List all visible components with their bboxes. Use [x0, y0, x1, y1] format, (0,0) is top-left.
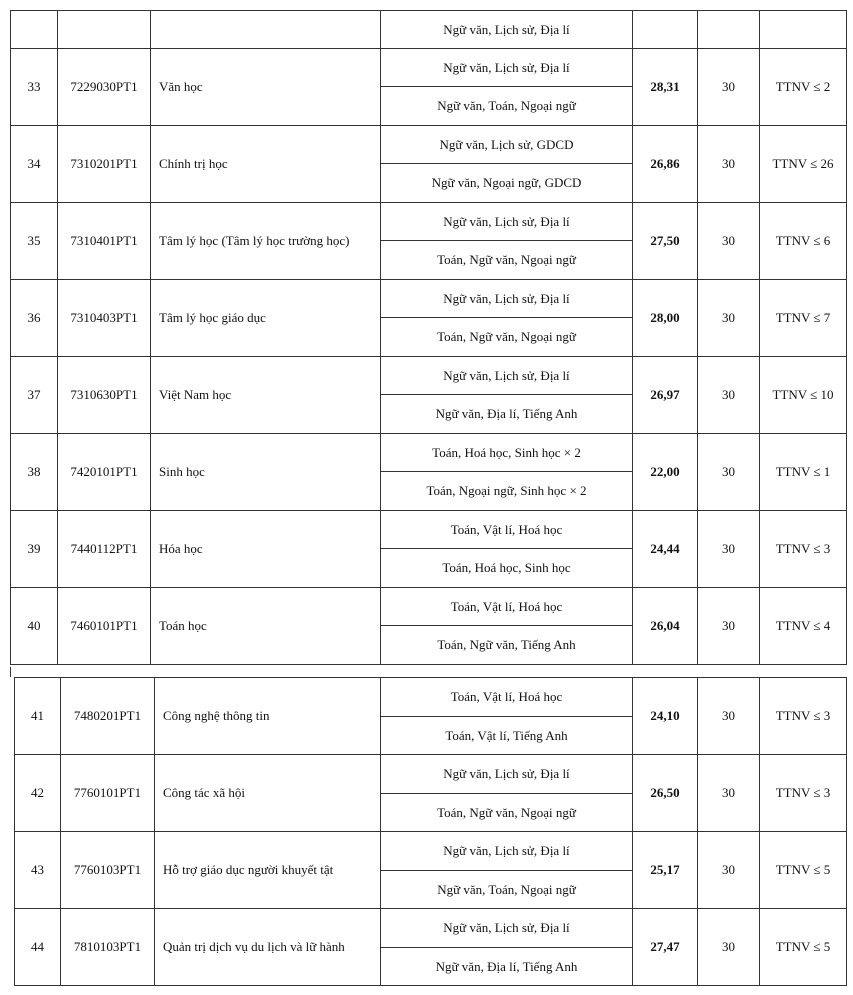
- score-cell: 24,10: [633, 678, 698, 755]
- name-cell: Quản trị dịch vụ du lịch và lữ hành: [155, 909, 381, 986]
- subject-cell: Toán, Hoá học, Sinh học × 2: [381, 434, 633, 472]
- subject-cell: Ngữ văn, Lịch sử, Địa lí: [381, 49, 633, 87]
- subject-cell: Ngữ văn, Lịch sử, Địa lí: [381, 909, 633, 948]
- stt-cell: 35: [11, 203, 58, 280]
- score-cell: 26,86: [633, 126, 698, 203]
- score-cell: 26,97: [633, 357, 698, 434]
- subject-cell: Ngữ văn, Lịch sử, Địa lí: [381, 203, 633, 241]
- subject-cell: Ngữ văn, Toán, Ngoại ngữ: [381, 87, 633, 126]
- name-cell: Sinh học: [151, 434, 381, 511]
- subject-cell: Toán, Ngữ văn, Ngoại ngữ: [381, 318, 633, 357]
- table-row: [11, 511, 847, 549]
- quota-cell: 30: [698, 588, 760, 665]
- ttnv-cell: TTNV ≤ 3: [760, 755, 847, 832]
- ttnv-cell: TTNV ≤ 3: [760, 511, 847, 588]
- name-cell: Tâm lý học (Tâm lý học trường học): [151, 203, 381, 280]
- stt-cell: 43: [15, 832, 61, 909]
- subject-cell: Ngữ văn, Địa lí, Tiếng Anh: [381, 395, 633, 434]
- quota-cell: 30: [698, 434, 760, 511]
- quota-cell: 30: [698, 126, 760, 203]
- code-cell: 7460101PT1: [58, 588, 151, 665]
- table-row: [11, 434, 847, 472]
- stt-cell: 39: [11, 511, 58, 588]
- name-cell: [151, 11, 381, 49]
- subject-cell: Toán, Ngữ văn, Tiếng Anh: [381, 626, 633, 665]
- ttnv-cell: TTNV ≤ 1: [760, 434, 847, 511]
- stt-cell: 37: [11, 357, 58, 434]
- table-row: [15, 909, 847, 948]
- ttnv-cell: TTNV ≤ 3: [760, 678, 847, 755]
- stt-cell: 44: [15, 909, 61, 986]
- ttnv-cell: TTNV ≤ 4: [760, 588, 847, 665]
- name-cell: Hóa học: [151, 511, 381, 588]
- quota-cell: [698, 11, 760, 49]
- subject-cell: Toán, Vật lí, Hoá học: [381, 511, 633, 549]
- table-row: [11, 280, 847, 318]
- ttnv-cell: TTNV ≤ 5: [760, 909, 847, 986]
- subject-cell: Toán, Ngữ văn, Ngoại ngữ: [381, 241, 633, 280]
- quota-cell: 30: [698, 909, 760, 986]
- ttnv-cell: TTNV ≤ 7: [760, 280, 847, 357]
- subject-cell: Ngữ văn, Lịch sử, Địa lí: [381, 357, 633, 395]
- subject-cell: Ngữ văn, Lịch sử, Địa lí: [381, 832, 633, 871]
- subject-cell: Ngữ văn, Lịch sử, Địa lí: [381, 755, 633, 794]
- table-row: [15, 832, 847, 871]
- code-cell: 7420101PT1: [58, 434, 151, 511]
- score-cell: 27,47: [633, 909, 698, 986]
- name-cell: Toán học: [151, 588, 381, 665]
- table-row: [11, 203, 847, 241]
- code-cell: 7760101PT1: [61, 755, 155, 832]
- code-cell: 7810103PT1: [61, 909, 155, 986]
- stt-cell: 38: [11, 434, 58, 511]
- subject-cell: Ngữ văn, Lịch sử, Địa lí: [381, 11, 633, 49]
- stt-cell: [11, 11, 58, 49]
- name-cell: Hỗ trợ giáo dục người khuyết tật: [155, 832, 381, 909]
- admission-table-part1: [10, 10, 847, 665]
- subject-cell: Ngữ văn, Toán, Ngoại ngữ: [381, 871, 633, 909]
- quota-cell: 30: [698, 755, 760, 832]
- subject-cell: Ngữ văn, Ngoại ngữ, GDCD: [381, 164, 633, 203]
- score-cell: 24,44: [633, 511, 698, 588]
- ttnv-cell: [760, 11, 847, 49]
- code-cell: 7310403PT1: [58, 280, 151, 357]
- admission-table-part2: [14, 677, 847, 986]
- subject-cell: Toán, Hoá học, Sinh học: [381, 549, 633, 588]
- quota-cell: 30: [698, 357, 760, 434]
- table-row: [11, 126, 847, 164]
- score-cell: [633, 11, 698, 49]
- name-cell: Công tác xã hội: [155, 755, 381, 832]
- subject-cell: Ngữ văn, Địa lí, Tiếng Anh: [381, 948, 633, 986]
- code-cell: [58, 11, 151, 49]
- quota-cell: 30: [698, 280, 760, 357]
- ttnv-cell: TTNV ≤ 2: [760, 49, 847, 126]
- table-row: [11, 357, 847, 395]
- ttnv-cell: TTNV ≤ 6: [760, 203, 847, 280]
- subject-cell: Ngữ văn, Lịch sử, Địa lí: [381, 280, 633, 318]
- code-cell: 7760103PT1: [61, 832, 155, 909]
- table-row: [11, 588, 847, 626]
- subject-cell: Toán, Ngữ văn, Ngoại ngữ: [381, 794, 633, 832]
- table-row: [15, 755, 847, 794]
- ttnv-cell: TTNV ≤ 10: [760, 357, 847, 434]
- subject-cell: Ngữ văn, Lịch sử, GDCD: [381, 126, 633, 164]
- stt-cell: 36: [11, 280, 58, 357]
- quota-cell: 30: [698, 49, 760, 126]
- code-cell: 7310630PT1: [58, 357, 151, 434]
- subject-cell: Toán, Vật lí, Hoá học: [381, 588, 633, 626]
- name-cell: Công nghệ thông tin: [155, 678, 381, 755]
- ttnv-cell: TTNV ≤ 5: [760, 832, 847, 909]
- score-cell: 26,04: [633, 588, 698, 665]
- code-cell: 7229030PT1: [58, 49, 151, 126]
- score-cell: 27,50: [633, 203, 698, 280]
- score-cell: 28,00: [633, 280, 698, 357]
- subject-cell: Toán, Ngoại ngữ, Sinh học × 2: [381, 472, 633, 511]
- subject-cell: Toán, Vật lí, Hoá học: [381, 678, 633, 717]
- name-cell: Văn học: [151, 49, 381, 126]
- name-cell: Chính trị học: [151, 126, 381, 203]
- table-row: [15, 678, 847, 717]
- stt-cell: 34: [11, 126, 58, 203]
- table-row: [11, 49, 847, 87]
- code-cell: 7480201PT1: [61, 678, 155, 755]
- score-cell: 28,31: [633, 49, 698, 126]
- ttnv-cell: TTNV ≤ 26: [760, 126, 847, 203]
- subject-cell: Toán, Vật lí, Tiếng Anh: [381, 717, 633, 755]
- score-cell: 26,50: [633, 755, 698, 832]
- quota-cell: 30: [698, 832, 760, 909]
- quota-cell: 30: [698, 511, 760, 588]
- quota-cell: 30: [698, 203, 760, 280]
- table-row: [11, 11, 847, 49]
- stt-cell: 33: [11, 49, 58, 126]
- stt-cell: 42: [15, 755, 61, 832]
- quota-cell: 30: [698, 678, 760, 755]
- stt-cell: 40: [11, 588, 58, 665]
- page-gap: [10, 667, 847, 677]
- name-cell: Tâm lý học giáo dục: [151, 280, 381, 357]
- code-cell: 7440112PT1: [58, 511, 151, 588]
- name-cell: Việt Nam học: [151, 357, 381, 434]
- score-cell: 22,00: [633, 434, 698, 511]
- code-cell: 7310401PT1: [58, 203, 151, 280]
- score-cell: 25,17: [633, 832, 698, 909]
- stt-cell: 41: [15, 678, 61, 755]
- code-cell: 7310201PT1: [58, 126, 151, 203]
